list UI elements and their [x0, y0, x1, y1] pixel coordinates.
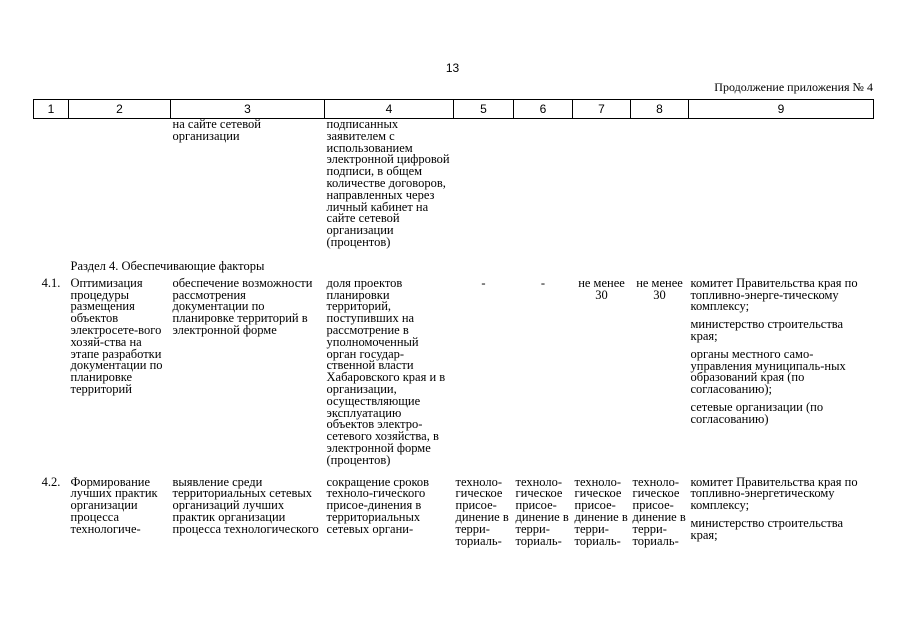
column-number: 7 — [573, 100, 631, 119]
carryover-row — [34, 119, 874, 249]
measures-table — [33, 99, 874, 548]
value-col5: - — [481, 275, 486, 290]
agency-item: сетевые организации (по согласованию) — [690, 399, 824, 426]
agency-item: органы местного само-управления муниципаль-ных образований края (по согласованию); — [690, 346, 846, 397]
column-number: 3 — [171, 100, 325, 119]
column-number: 6 — [514, 100, 573, 119]
measure-name: Оптимизация процедуры размещения объектов электросете-вого хозяй-ства на этапе разработки документации по планировке территорий — [70, 275, 163, 396]
agency-item: министерство строительства края; — [690, 515, 844, 542]
agency-item: министерство строительства края; — [690, 317, 844, 343]
page-number: 13 — [445, 61, 460, 75]
indicator: доля проектов планировки территорий, поступивших на рассмотрение в уполномоченный орган государ-ственной власти Хабаровского края и в организации, осуществляющие эксплуатацию объектов электро-сетевого хозяйства, в электронной форме (процентов) — [326, 275, 446, 467]
value-col7: техноло-гическое присое-динение в терри-ториаль- — [574, 474, 628, 548]
carryover-indicator: подписанных заявителем с использованием электронной цифровой подписи, в общем количестве договоров, направленных через личный кабинет на сайте сетевой организации (процентов) — [326, 117, 450, 249]
column-number: 9 — [689, 100, 874, 119]
column-number: 1 — [34, 100, 69, 119]
value-col8: техноло-гическое присое-динение в терри-ториаль- — [632, 474, 686, 548]
table-row — [34, 477, 874, 548]
agency-item: комитет Правительства края по топливно-энерге-тическому комплексу; — [690, 275, 858, 314]
column-number-row — [34, 100, 874, 119]
measure-description: обеспечение возможности рассмотрения документации по планировке территорий в электронной форме — [172, 275, 313, 337]
agency-item: комитет Правительства края по топливно-энергетическому комплексу; — [690, 474, 858, 513]
value-col6: - — [540, 275, 546, 290]
indicator: сокращение сроков техноло-гического присое-динения в территориальных сетевых органи- — [326, 474, 430, 536]
value-col6: техноло-гическое присое-динение в терри-ториаль- — [515, 474, 569, 548]
column-number: 8 — [631, 100, 689, 119]
table-row — [34, 278, 874, 477]
column-number: 5 — [454, 100, 514, 119]
row-number: 4.1. — [41, 275, 61, 290]
value-col7: не менее 30 — [578, 275, 625, 302]
section-row — [34, 249, 874, 278]
carryover-description: на сайте сетевой организации — [172, 117, 261, 143]
responsible-agencies — [689, 474, 874, 548]
responsible-agencies — [689, 275, 874, 477]
section-title: Раздел 4. Обеспечивающие факторы — [70, 258, 265, 273]
value-col5: техноло-гическое присое-динение в терри-ториаль- — [455, 474, 509, 548]
measure-name: Формирование лучших практик организации процесса технологиче- — [70, 474, 158, 536]
appendix-continuation-label: Продолжение приложения № 4 — [714, 80, 873, 94]
row-number: 4.2. — [41, 474, 61, 489]
column-number: 2 — [69, 100, 171, 119]
column-number: 4 — [325, 100, 454, 119]
value-col8: не менее 30 — [636, 275, 683, 302]
measure-description: выявление среди территориальных сетевых организаций лучших практик организации процесса технологического — [172, 474, 319, 536]
